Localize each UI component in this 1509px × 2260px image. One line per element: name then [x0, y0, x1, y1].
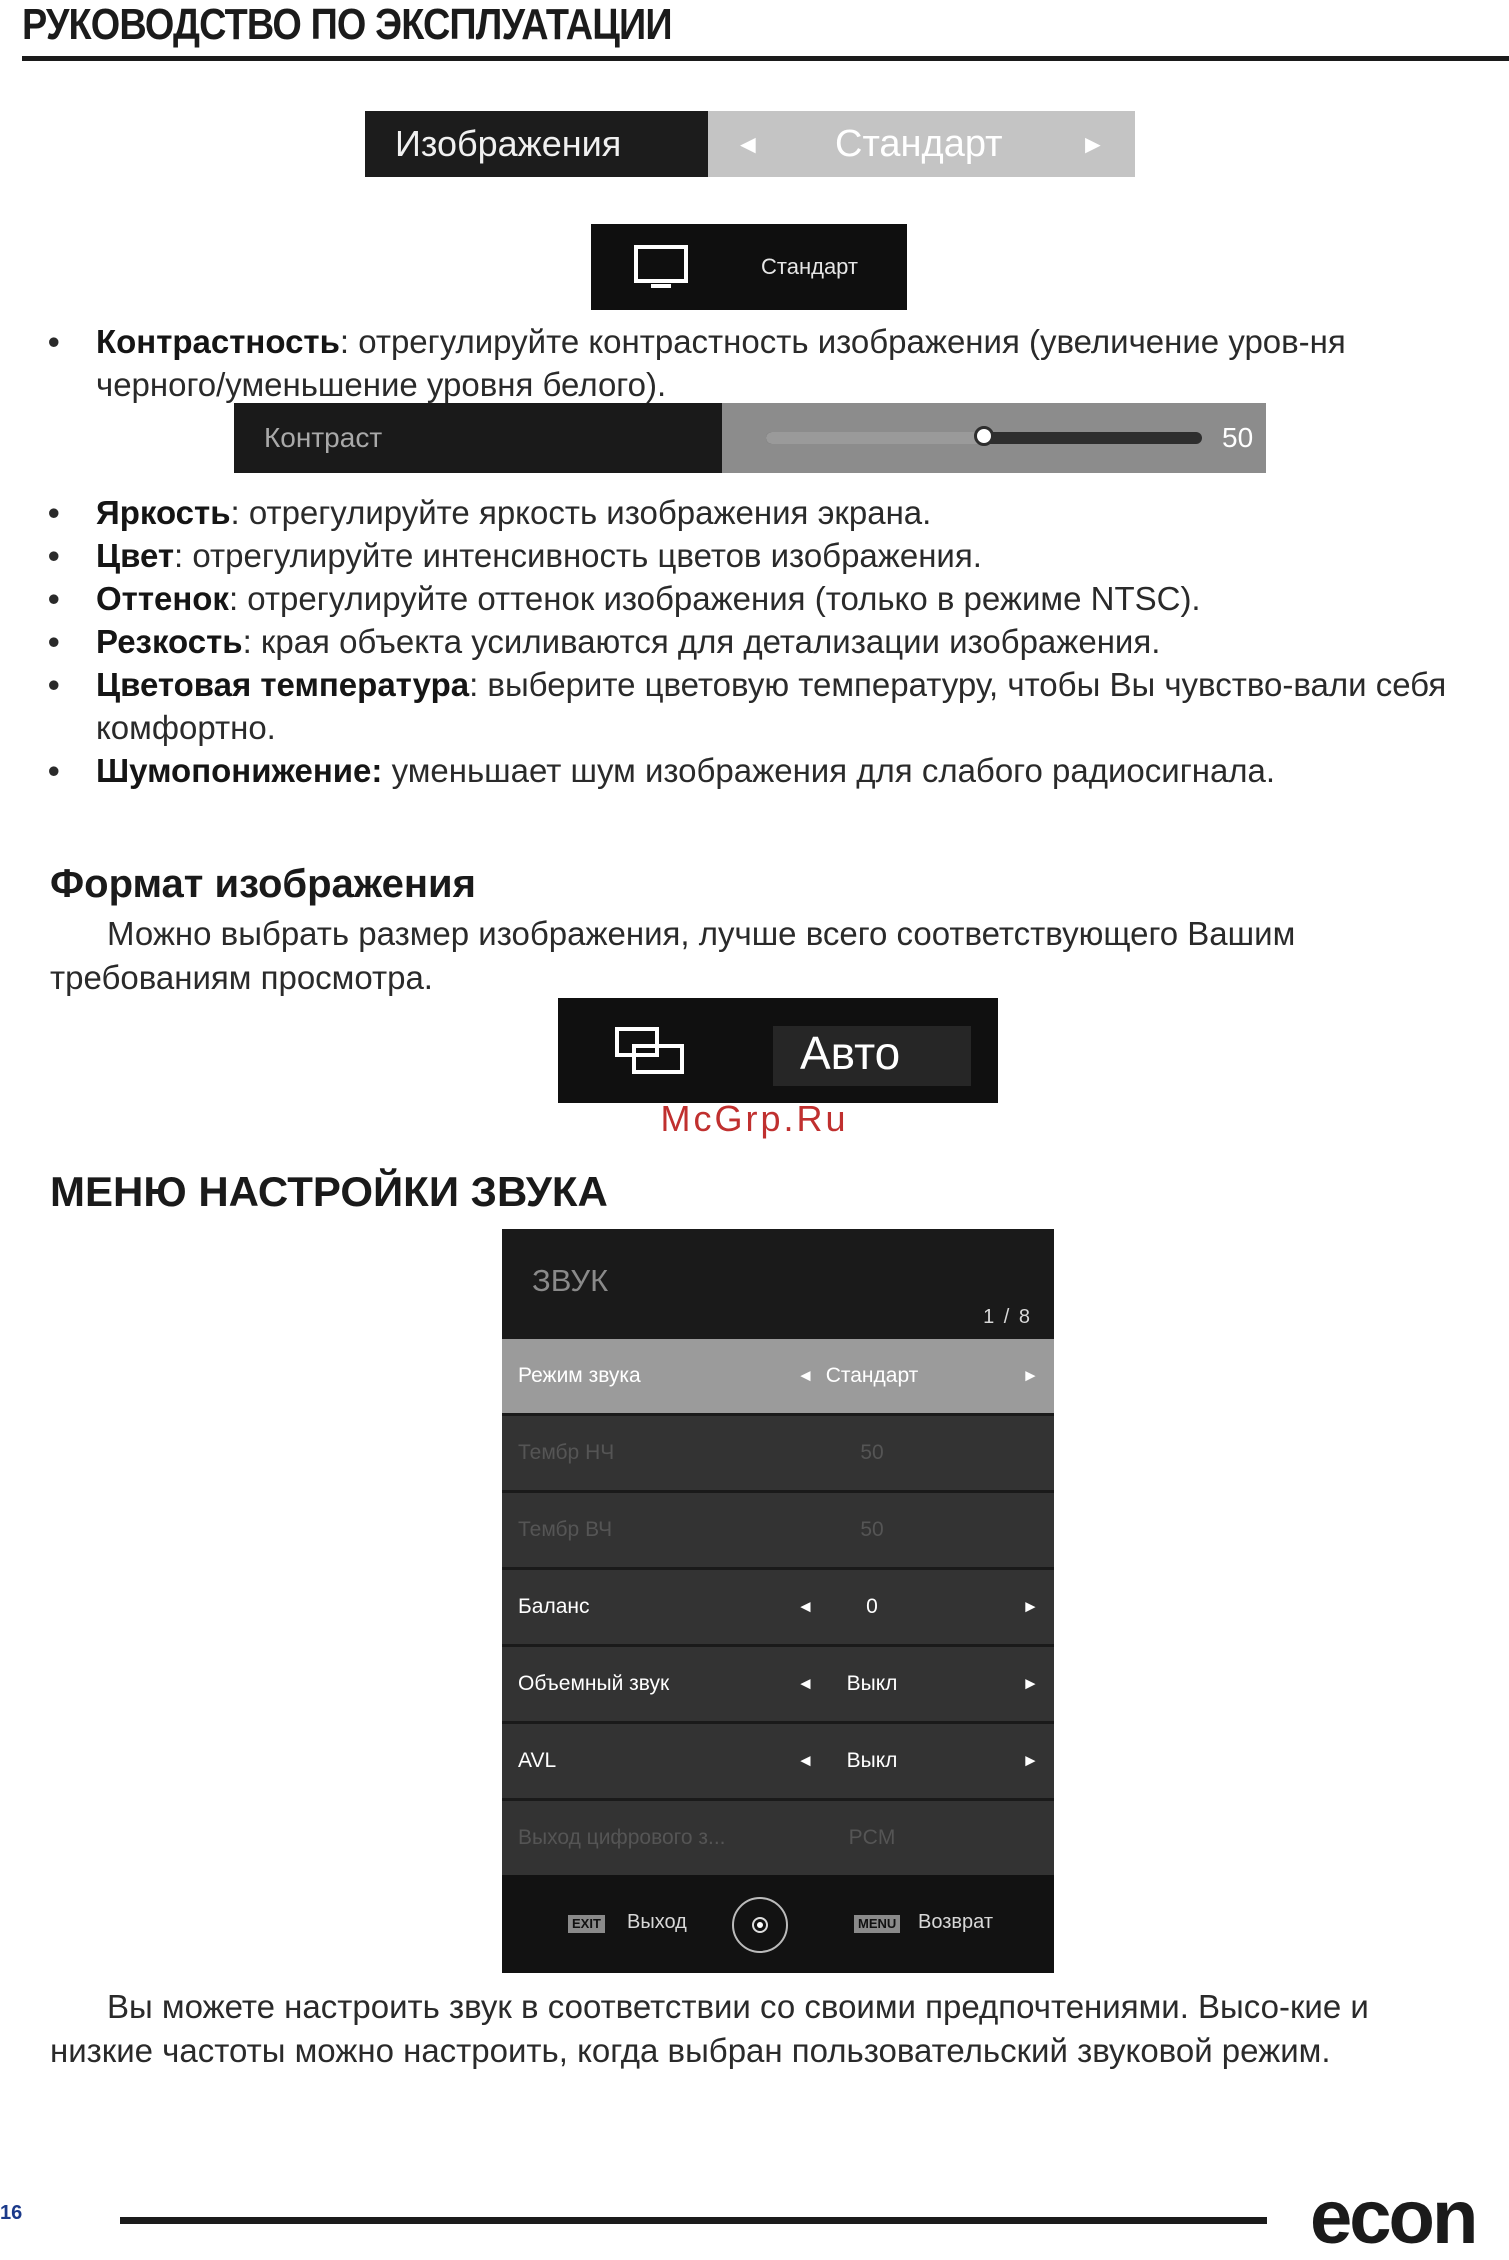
sound-menu-row-value: 50: [860, 1518, 884, 1541]
list-item: • Оттенок: отрегулируйте оттенок изображения (только в режиме NTSC).: [48, 580, 1201, 617]
sound-menu-row-label: AVL: [518, 1749, 557, 1772]
contrast-slider-fill: [766, 432, 984, 444]
manual-header-title: РУКОВОДСТВО ПО ЭКСПЛУАТАЦИИ: [22, 0, 672, 49]
bullet-term: Контрастность: [96, 323, 340, 360]
picture-mode-box: [591, 224, 907, 310]
sound-menu-page: 1 / 8: [983, 1306, 1032, 1328]
contrast-bullet: • Контрастность: отрегулируйте контрастность изображения (увеличение уров-ня черного/уменьшение уровня белого).: [48, 323, 1346, 403]
sound-menu-row-value: 50: [860, 1441, 884, 1464]
page-number: 16: [0, 2202, 23, 2224]
sound-menu-row[interactable]: [502, 1647, 1054, 1721]
bullet-text: : отрегулируйте контрастность изображения (увеличение уров-ня черного/уменьшение уровня белого).: [96, 323, 1346, 403]
aspect-ratio-icon: [614, 1026, 686, 1076]
right-arrow-icon[interactable]: ►: [1022, 1751, 1039, 1770]
contrast-slider-panel: [234, 403, 1266, 473]
right-arrow-icon: ►: [1080, 129, 1106, 159]
picture-mode-bar: [365, 111, 1135, 177]
contrast-value: 50: [1222, 422, 1254, 453]
sound-menu-row[interactable]: [502, 1416, 1054, 1490]
picture-tab-label: Изображения: [365, 111, 708, 177]
sound-menu-row-value: PCM: [848, 1826, 896, 1849]
bullet-text: : выберите цветовую температуру, чтобы Вы чувство-вали себя комфортно.: [96, 666, 1447, 746]
right-arrow-icon[interactable]: ►: [1022, 1366, 1039, 1385]
navigation-joystick-icon: [732, 1897, 788, 1953]
contrast-slider-handle[interactable]: [974, 426, 994, 446]
sound-menu-row[interactable]: [502, 1339, 1054, 1413]
picture-mode-box-label: Стандарт: [761, 254, 859, 279]
bullet-text: : отрегулируйте яркость изображения экрана.: [230, 494, 932, 531]
bullet-text: : края объекта усиливаются для детализации изображения.: [242, 623, 1161, 660]
list-item: • Цветовая температура: выберите цветовую температуру, чтобы Вы чувство-вали себя комфортно.: [48, 666, 1447, 746]
sound-menu-row[interactable]: [502, 1801, 1054, 1875]
brand-logo: econ: [1310, 2175, 1476, 2260]
list-item: • Шумопонижение: уменьшает шум изображения для слабого радиосигнала.: [48, 752, 1276, 789]
aspect-ratio-box: [558, 998, 998, 1103]
left-arrow-icon[interactable]: ◄: [797, 1674, 814, 1693]
sound-menu-row-value: Выкл: [846, 1749, 898, 1772]
exit-key-badge[interactable]: EXIT: [568, 1915, 605, 1933]
sound-menu-row-label: Режим звука: [518, 1364, 641, 1387]
sound-menu-row-value: Выкл: [846, 1672, 898, 1695]
sound-section-title: МЕНЮ НАСТРОЙКИ ЗВУКА: [50, 1168, 608, 1215]
left-arrow-icon[interactable]: ◄: [797, 1597, 814, 1616]
picture-settings-list: [48, 491, 1458, 792]
bullet-term: Оттенок: [96, 580, 229, 617]
contrast-label-box: [234, 403, 722, 473]
return-label: Возврат: [918, 1911, 993, 1933]
list-item: • Яркость: отрегулируйте яркость изображения экрана.: [48, 494, 932, 531]
aspect-ratio-value: Авто: [800, 1027, 901, 1079]
bullet-term: Яркость: [96, 494, 231, 531]
sound-menu-row-label: Выход цифрового з...: [518, 1826, 726, 1849]
sound-menu-row-label: Баланс: [518, 1595, 590, 1618]
sound-menu-row-label: Объемный звук: [518, 1672, 670, 1695]
exit-label: Выход: [627, 1911, 687, 1933]
left-arrow-icon[interactable]: ◄: [797, 1366, 814, 1385]
sound-section-paragraph: Вы можете настроить звук в соответствии со своими предпочтениями. Высо-кие и низкие частоты можно настроить, когда выбран пользовательский звуковой режим.: [50, 1988, 1369, 2069]
picture-mode-value: Стандарт: [835, 123, 1003, 165]
bullet-text: : отрегулируйте оттенок изображения (только в режиме NTSC).: [228, 580, 1201, 617]
format-section-title: Формат изображения: [50, 862, 476, 906]
contrast-slider-track[interactable]: [766, 432, 1202, 444]
sound-menu-footer: [502, 1875, 1054, 1973]
monitor-icon: [633, 244, 689, 292]
left-arrow-icon: ◄: [735, 129, 761, 159]
list-item: • Цвет: отрегулируйте интенсивность цветов изображения.: [48, 537, 982, 574]
sound-menu-row-label: Тембр НЧ: [518, 1441, 615, 1464]
list-item: • Резкость: края объекта усиливаются для детализации изображения.: [48, 623, 1161, 660]
menu-key-badge[interactable]: MENU: [854, 1915, 900, 1933]
bullet-term: Резкость: [96, 623, 243, 660]
bullet-term: Цвет: [96, 537, 175, 574]
bullet-term: Цветовая температура: [96, 666, 470, 703]
right-arrow-icon[interactable]: ►: [1022, 1597, 1039, 1616]
header-rule: [22, 56, 1509, 61]
sound-menu-row-value: Стандарт: [825, 1364, 919, 1387]
bullet-text: : отрегулируйте интенсивность цветов изображения.: [174, 537, 982, 574]
sound-menu-row[interactable]: [502, 1570, 1054, 1644]
contrast-label: Контраст: [264, 422, 383, 453]
footer-rule: [120, 2217, 1267, 2224]
right-arrow-icon[interactable]: ►: [1022, 1674, 1039, 1693]
sound-menu-row-label: Тембр ВЧ: [518, 1518, 613, 1541]
sound-menu-title: ЗВУК: [532, 1263, 609, 1298]
bullet-term: Шумопонижение:: [96, 752, 383, 789]
watermark: McGrp.Ru: [660, 1098, 849, 1139]
sound-menu-row[interactable]: [502, 1724, 1054, 1798]
format-section-paragraph: Можно выбрать размер изображения, лучше всего соответствующего Вашим требованиям просмотра.: [50, 915, 1296, 996]
sound-menu-row[interactable]: [502, 1493, 1054, 1567]
bullet-text: уменьшает шум изображения для слабого радиосигнала.: [382, 752, 1276, 789]
sound-menu: [502, 1229, 1054, 1973]
left-arrow-icon[interactable]: ◄: [797, 1751, 814, 1770]
sound-menu-row-value: 0: [866, 1595, 878, 1618]
